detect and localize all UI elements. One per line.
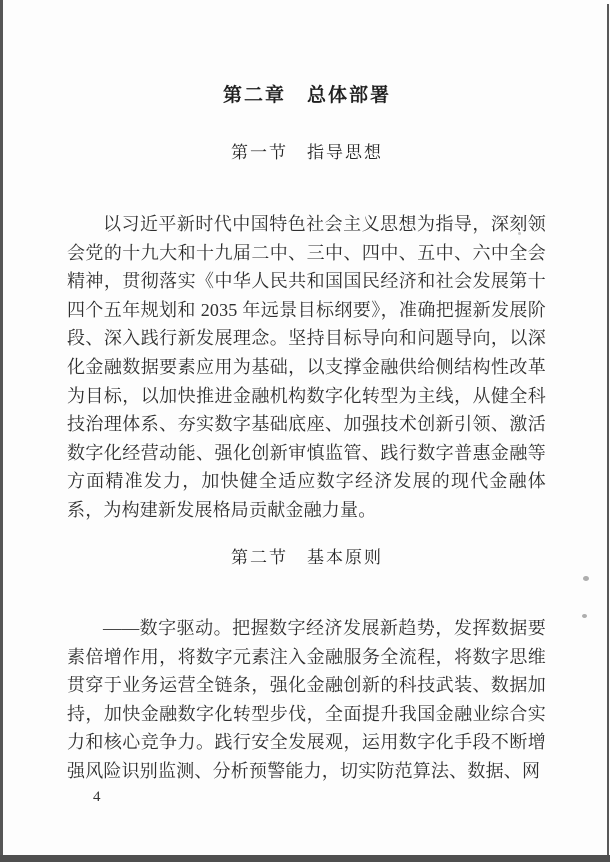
scan-speck xyxy=(582,614,587,618)
section-1-paragraph: 以习近平新时代中国特色社会主义思想为指导，深刻领会党的十九大和十九届二中、三中、四中、五中、六中全会精神，贯彻落实《中华人民共和国国民经济和社会发展第十四个五年规划和 2035 年远景目标纲要》，准确把握新发展阶段、深入践行新发展理念。坚持目标导向和问题导向，以深化金融数据要素应用为基础，以支撑金融供给侧结构性改革为目标，以加快推进金融机构数字化转型为主线，从健全科技治理体系、夯实数字基础底座、加强技术创新引领、激活数字化经营动能、强化创新审慎监管、践行数字普惠金融等方面精准发力，加快健全适应数字经济发展的现代金融体系，为构建新发展格局贡献金融力量。 xyxy=(67,214,546,520)
section-2-paragraph: ——数字驱动。把握数字经济发展新趋势，发挥数据要素倍增作用，将数字元素注入金融服务全流程，将数字思维贯穿于业务运营全链条，强化金融创新的科技武装、数据加持，加快金融数字化转型步伐，全面提升我国金融业综合实力和核心竞争力。践行安全发展观，运用数字化手段不断增强风险识别监测、分析预警能力，切实防范算法、数据、网 xyxy=(67,618,546,781)
section-1-title: 第一节 指导思想 xyxy=(231,143,383,162)
scan-edge-bottom xyxy=(0,855,610,862)
scan-speck xyxy=(583,576,589,581)
page-number: 4 xyxy=(93,789,101,805)
section-2-title: 第二节 基本原则 xyxy=(231,548,383,567)
scan-edge-left xyxy=(0,0,3,862)
scan-edge-right xyxy=(607,4,609,862)
chapter-title: 第二章 总体部署 xyxy=(222,85,391,106)
